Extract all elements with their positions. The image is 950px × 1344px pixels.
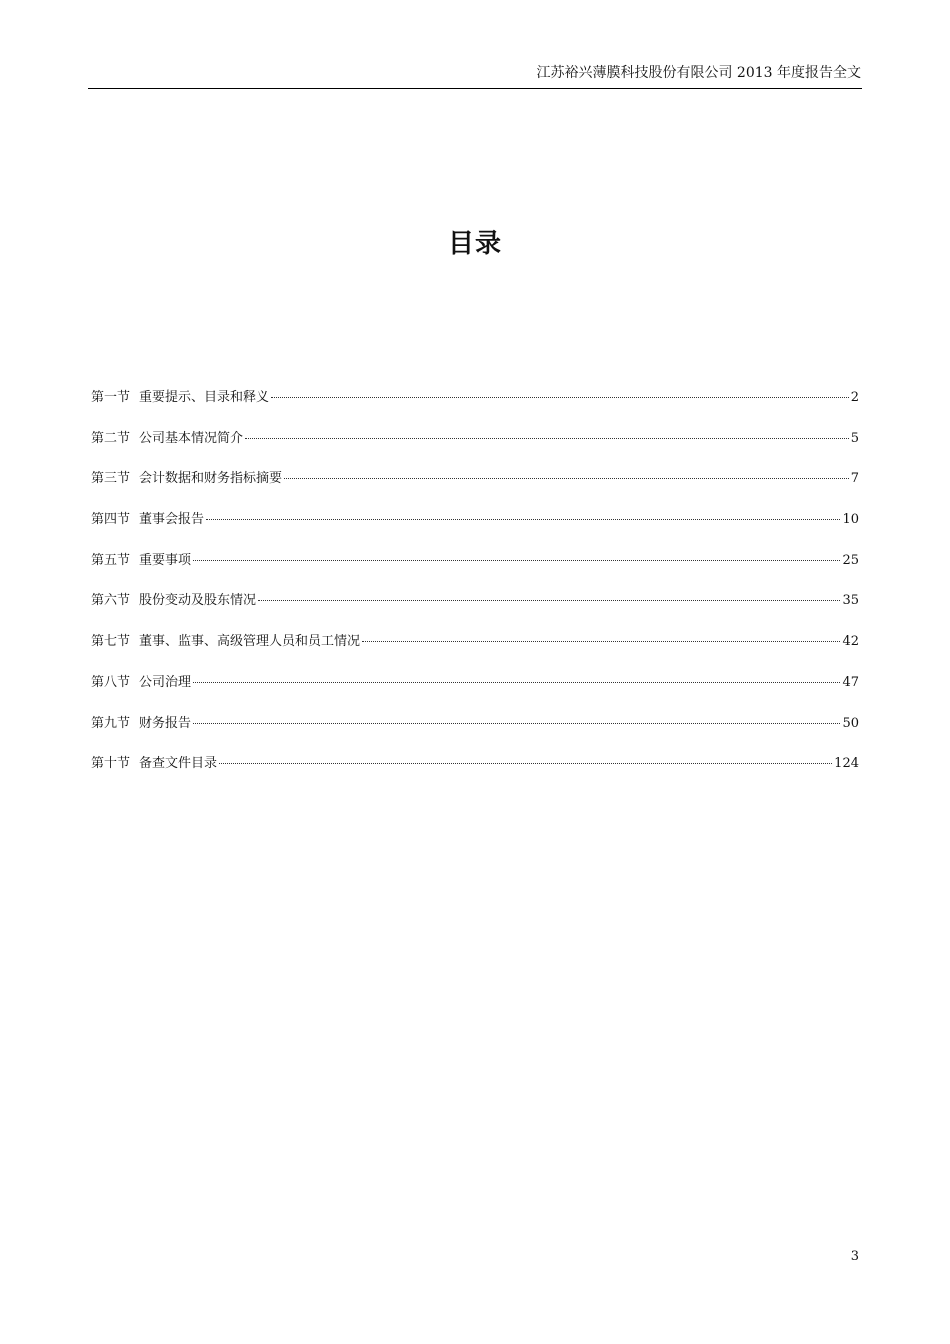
dot-leader (284, 478, 849, 479)
toc-entry-page: 5 (850, 430, 859, 446)
toc-entry-section: 第六节 (91, 593, 131, 609)
toc-entry-title: 财务报告 (139, 715, 192, 731)
toc-entry-title: 会计数据和财务指标摘要 (139, 471, 283, 487)
dot-leader (193, 682, 840, 683)
toc-entry-page: 50 (842, 715, 859, 731)
toc-entry-page: 42 (842, 634, 859, 650)
toc-entry-section: 第二节 (91, 430, 131, 446)
toc-entry-title: 备查文件目录 (139, 756, 218, 772)
toc-entry[interactable] (91, 713, 859, 754)
toc-entry[interactable] (91, 753, 859, 794)
toc-entry-title: 重要提示、目录和释义 (139, 390, 270, 405)
toc-entry-section: 第八节 (91, 674, 131, 690)
toc-entry-page: 2 (850, 390, 859, 405)
toc-entry-section: 第十节 (91, 756, 131, 772)
toc-entry-section: 第七节 (91, 634, 131, 650)
toc-entry[interactable] (91, 387, 859, 428)
running-header: 江苏裕兴薄膜科技股份有限公司 2013 年度报告全文 (536, 65, 861, 81)
toc-entry[interactable] (91, 672, 859, 713)
dot-leader (245, 438, 849, 439)
toc-entry-section: 第三节 (91, 471, 131, 487)
toc-entry-page: 35 (842, 593, 859, 609)
toc-entry[interactable] (91, 428, 859, 469)
dot-leader (258, 600, 840, 601)
dot-leader (193, 723, 840, 724)
toc-entry-page: 124 (834, 756, 859, 772)
table-of-contents (91, 387, 859, 794)
toc-entry-section: 第五节 (91, 552, 131, 568)
toc-entry-page: 25 (842, 552, 859, 568)
toc-title: 目录 (447, 229, 502, 259)
toc-entry[interactable] (91, 550, 859, 591)
header-rule (88, 88, 862, 89)
toc-entry-section: 第四节 (91, 512, 131, 528)
toc-entry-page: 7 (850, 471, 859, 487)
toc-entry[interactable] (91, 631, 859, 672)
dot-leader (271, 397, 849, 398)
toc-entry[interactable] (91, 468, 859, 509)
toc-entry-title: 股份变动及股东情况 (139, 593, 257, 609)
toc-entry[interactable] (91, 590, 859, 631)
toc-entry-title: 董事、监事、高级管理人员和员工情况 (139, 634, 361, 650)
toc-entry-title: 公司治理 (139, 674, 192, 690)
dot-leader (362, 641, 840, 642)
toc-entry-page: 10 (842, 512, 859, 528)
page-number: 3 (850, 1249, 859, 1264)
toc-entry[interactable] (91, 509, 859, 550)
toc-entry-title: 公司基本情况简介 (139, 430, 244, 446)
dot-leader (206, 519, 840, 520)
toc-entry-section: 第一节 (91, 390, 131, 405)
dot-leader (219, 763, 832, 764)
toc-entry-title: 重要事项 (139, 552, 192, 568)
toc-entry-title: 董事会报告 (139, 512, 205, 528)
toc-entry-section: 第九节 (91, 715, 131, 731)
dot-leader (193, 560, 840, 561)
toc-entry-page: 47 (842, 674, 859, 690)
